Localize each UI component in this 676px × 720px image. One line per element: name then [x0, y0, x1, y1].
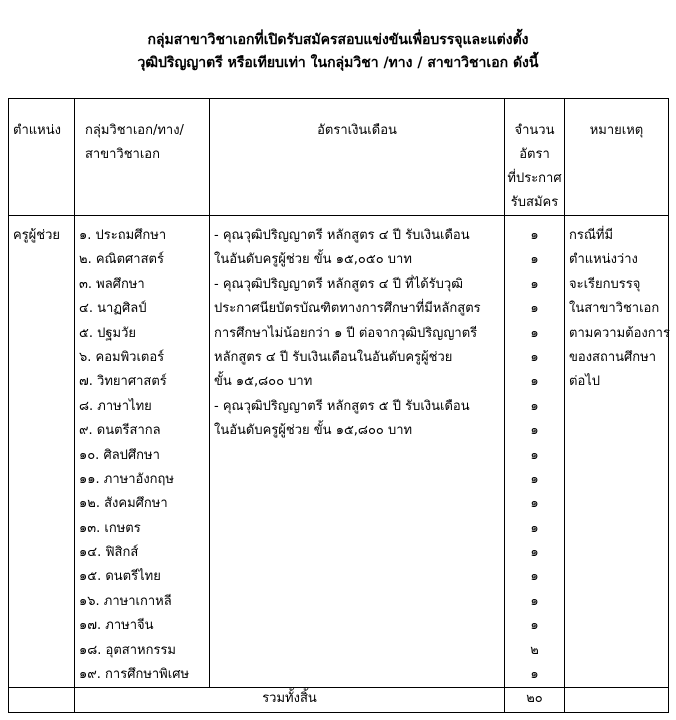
header-count-line1: จำนวน: [514, 123, 555, 138]
position-cell: [9, 216, 75, 688]
subject-item: ๑๖. ภาษาเกาหลี: [79, 593, 172, 609]
count-value: ๑: [530, 325, 539, 341]
total-label: รวมทั้งสิ้น: [75, 688, 505, 713]
header-note: [565, 99, 669, 216]
salary-line: ขั้น ๑๕,๘๐๐ บาท: [214, 374, 313, 390]
count-value: ๑: [530, 252, 539, 268]
salary-line: ในอันดับครูผู้ช่วย ขั้น ๑๕,๘๐๐ บาท: [214, 423, 413, 439]
subject-item: ๖. คอมพิวเตอร์: [79, 349, 165, 365]
document-title-line1: กลุ่มสาขาวิชาเอกที่เปิดรับสมัครสอบแข่งขันเพื่อบรรจุและแต่งตั้ง: [147, 32, 529, 48]
count-value: ๑: [530, 496, 539, 512]
recruitment-table: [8, 98, 669, 713]
count-value: ๑: [530, 618, 539, 634]
count-value: ๑: [530, 471, 539, 487]
subject-item: ๑๕. ดนตรีไทย: [79, 569, 161, 585]
subject-item: ๑๗. ภาษาจีน: [79, 618, 154, 634]
table-header-row: [9, 99, 669, 216]
header-salary-label: อัตราเงินเดือน: [317, 123, 397, 138]
salary-line: หลักสูตร ๔ ปี รับเงินเดือนในอันดับครูผู้ช่วย: [214, 349, 453, 365]
subject-item: ๕. ปฐมวัย: [79, 325, 137, 341]
note-line: ในสาขาวิชาเอก: [569, 301, 660, 317]
note-line: จะเรียกบรรจุ: [569, 276, 641, 292]
subject-item: ๑๘. อุตสาหกรรม: [79, 642, 177, 658]
count-value: ๑: [530, 667, 539, 683]
header-group-line2: สาขาวิชาเอก: [85, 147, 160, 162]
note-line: ตำแหน่งว่าง: [569, 252, 638, 268]
document-title-line2: วุฒิปริญญาตรี หรือเทียบเท่า ในกลุ่มวิชา /ทาง / สาขาวิชาเอก ดังนี้: [137, 55, 539, 71]
subject-item: ๑๒. สังคมศึกษา: [79, 496, 168, 512]
count-value: ๑: [530, 228, 539, 243]
salary-line: - คุณวุฒิปริญญาตรี หลักสูตร ๔ ปี ที่ได้รับวุฒิ: [214, 276, 463, 292]
header-count-line3: ที่ประกาศ: [507, 171, 562, 186]
subject-item: ๑๓. เกษตร: [79, 520, 141, 536]
count-value: ๑: [530, 349, 539, 365]
header-count-line4: รับสมัคร: [510, 195, 559, 210]
count-value: ๑: [530, 569, 539, 585]
count-value: ๑: [530, 398, 539, 414]
note-line: ต่อไป: [569, 374, 601, 390]
note-cell: [565, 216, 669, 688]
header-group-line1: กลุ่มวิชาเอก/ทาง/: [85, 123, 184, 138]
salary-line: ในอันดับครูผู้ช่วย ขั้น ๑๕,๐๕๐ บาท: [214, 252, 412, 268]
position-name: ครูผู้ช่วย: [13, 228, 61, 243]
header-count-line2: อัตรา: [519, 147, 550, 162]
note-line: ของสถานศึกษา: [569, 349, 657, 365]
subject-item: ๑๔. ฟิสิกส์: [79, 545, 139, 561]
subject-item: ๔. นาฏศิลป์: [79, 301, 147, 317]
note-line: ตามความต้องการ: [569, 325, 670, 341]
count-value: ๒: [530, 642, 539, 658]
header-position-label: ตำแหน่ง: [13, 123, 61, 138]
subject-item: ๘. ภาษาไทย: [79, 398, 152, 414]
subject-item: ๓. พลศึกษา: [79, 276, 145, 292]
salary-cell: [210, 216, 505, 688]
subject-item: ๑๑. ภาษาอังกฤษ: [79, 471, 174, 487]
note-line: กรณีที่มี: [569, 228, 614, 243]
count-value: ๑: [530, 301, 539, 317]
total-empty-cell: [9, 688, 75, 713]
subjects-cell: [75, 216, 210, 688]
header-position: [9, 99, 75, 216]
subject-item: ๑๙. การศึกษาพิเศษ: [79, 667, 190, 683]
header-subject-group: [75, 99, 210, 216]
counts-cell: [505, 216, 565, 688]
subject-item: ๑๐. ศิลปศึกษา: [79, 447, 160, 463]
table-row: [9, 216, 669, 688]
header-note-label: หมายเหตุ: [589, 123, 644, 138]
total-note-empty-cell: [565, 688, 669, 713]
salary-line: - คุณวุฒิปริญญาตรี หลักสูตร ๕ ปี รับเงินเดือน: [214, 398, 470, 414]
count-value: ๑: [530, 545, 539, 561]
salary-line: การศึกษาไม่น้อยกว่า ๑ ปี ต่อจากวุฒิปริญญาตรี: [214, 325, 478, 341]
header-salary: [210, 99, 505, 216]
count-value: ๑: [530, 423, 539, 439]
subject-item: ๒. คณิตศาสตร์: [79, 252, 164, 268]
count-value: ๑: [530, 520, 539, 536]
subject-item: ๗. วิทยาศาสตร์: [79, 374, 167, 390]
total-value: ๒๐: [505, 688, 565, 713]
subject-item: ๙. ดนตรีสากล: [79, 423, 161, 439]
count-value: ๑: [530, 593, 539, 609]
count-value: ๑: [530, 374, 539, 390]
count-value: ๑: [530, 276, 539, 292]
salary-line: - คุณวุฒิปริญญาตรี หลักสูตร ๔ ปี รับเงินเดือน: [214, 228, 470, 243]
salary-line: ประกาศนียบัตรบัณฑิตทางการศึกษาที่มีหลักสูตร: [214, 301, 481, 317]
header-count: [505, 99, 565, 216]
total-row: [9, 688, 669, 713]
count-value: ๑: [530, 447, 539, 463]
subject-item: ๑. ประถมศึกษา: [79, 228, 167, 243]
